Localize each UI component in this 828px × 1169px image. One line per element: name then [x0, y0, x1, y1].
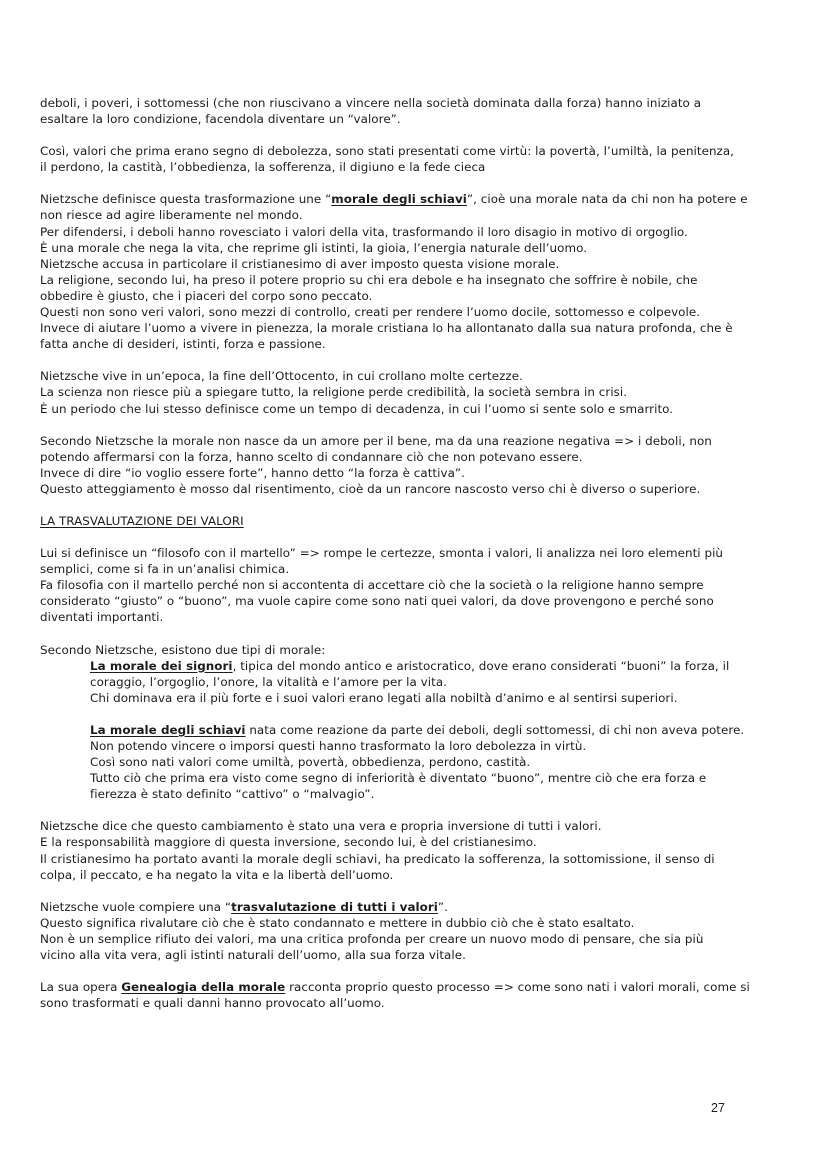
text-line: È una morale che nega la vita, che reprime gli istinti, la gioia, l’energia naturale dell’uomo.	[40, 240, 588, 255]
text-line: Secondo Nietzsche la morale non nasce da un amore per il bene, ma da una reazione negativa => i deboli, non	[40, 433, 712, 448]
text-line: vicino alla vita vera, agli istinti naturali dell’uomo, alla sua forza vitale.	[40, 948, 466, 963]
text-line: La sua opera Genealogia della morale racconta proprio questo processo => come sono nati i valori morali, come si	[40, 980, 750, 995]
text-line: Nietzsche definisce questa trasformazione une “morale degli schiavi”, cioè una morale nata da chi non ha potere e	[40, 192, 748, 207]
paragraph-p9	[40, 899, 790, 963]
paragraph-p10	[40, 979, 790, 1011]
paragraph-p5	[40, 433, 790, 497]
text-line: Invece di dire “io voglio essere forte”, hanno detto “la forza è cattiva”.	[40, 465, 465, 480]
text-line: Questo atteggiamento è mosso dal risentimento, cioè da un rancore nascosto verso chi è diverso o superiore.	[40, 481, 701, 496]
text-line: Nietzsche vuole compiere una “trasvalutazione di tutti i valori”.	[40, 899, 448, 914]
text-line: È un periodo che lui stesso definisce come un tempo di decadenza, in cui l’uomo si sente solo e smarrito.	[40, 401, 674, 416]
paragraph-morale-signori	[40, 658, 790, 706]
text-line: fatta anche di desideri, istinti, forza e passione.	[40, 337, 326, 352]
page-number: 27	[711, 1101, 725, 1115]
term-morale-degli-schiavi: La morale degli schiavi	[90, 722, 246, 737]
text-line: esaltare la loro condizione, facendola diventare un “valore”.	[40, 112, 401, 127]
text-line: colpa, il peccato, e ha negato la vita e la libertà dell’uomo.	[40, 867, 394, 882]
paragraph-p3	[40, 191, 790, 352]
text-line: diventati importanti.	[40, 610, 164, 625]
text-line: il perdono, la castità, l’obbedienza, la sofferenza, il digiuno e la fede cieca	[40, 160, 486, 175]
text-line: Lui si definisce un “filosofo con il martello” => rompe le certezze, smonta i valori, li analizza nei loro elementi più	[40, 546, 724, 561]
text-line: Questi non sono veri valori, sono mezzi di controllo, creati per rendere l’uomo docile, sottomesso e colpevole.	[40, 305, 701, 320]
text-line: Tutto ciò che prima era visto come segno di inferiorità è diventato “buono”, mentre ciò che era forza e	[90, 771, 707, 786]
section-heading: LA TRASVALUTAZIONE DEI VALORI	[40, 513, 244, 528]
text-line: potendo affermarsi con la forza, hanno scelto di condannare ciò che non potevano essere.	[40, 449, 583, 464]
term-trasvalutazione: trasvalutazione di tutti i valori	[231, 899, 438, 914]
paragraph-p8	[40, 818, 790, 882]
text-line: Per difendersi, i deboli hanno rovesciato i valori della vita, trasformando il loro disagio in motivo di orgoglio.	[40, 224, 688, 239]
text-line: Questo significa rivalutare ciò che è stato condannato e mettere in dubbio ciò che è stato esaltato.	[40, 915, 635, 930]
text-line: obbedire è giusto, che i piaceri del corpo sono peccato.	[40, 288, 373, 303]
text-line: Non potendo vincere o imporsi questi hanno trasformato la loro debolezza in virtù.	[90, 739, 587, 753]
paragraph-p2	[40, 143, 790, 175]
text-line: semplici, come si fa in un’analisi chimica.	[40, 562, 290, 577]
text-line: La morale degli schiavi nata come reazione da parte dei deboli, degli sottomessi, di chi non aveva potere.	[90, 722, 745, 737]
text-line: Non è un semplice rifiuto dei valori, ma una critica profonda per creare un nuovo modo di pensare, che sia più	[40, 931, 704, 946]
text-line: coraggio, l’orgoglio, l’onore, la vitalità e l’amore per la vita.	[90, 674, 448, 689]
text-line: Secondo Nietzsche, esistono due tipi di morale:	[40, 642, 326, 657]
text-line: Nietzsche accusa in particolare il cristianesimo di aver imposto questa visione morale.	[40, 256, 560, 271]
text-line: Così, valori che prima erano segno di debolezza, sono stati presentati come virtù: la povertà, l’umiltà, la penitenza,	[40, 144, 734, 159]
text-line: Fa filosofia con il martello perché non si accontenta di accettare ciò che la società o la religione hanno sempre	[40, 578, 704, 593]
text-line: non riesce ad agire liberamente nel mondo.	[40, 208, 303, 223]
paragraph-p6	[40, 545, 790, 625]
document-page	[40, 95, 790, 1011]
paragraph-p4	[40, 368, 790, 416]
text-line: La scienza non riesce più a spiegare tutto, la religione perde credibilità, la società sembra in crisi.	[40, 385, 628, 400]
text-line: sono trasformati e quali danni hanno provocato all’uomo.	[40, 996, 385, 1011]
text-line: Così sono nati valori come umiltà, povertà, obbedienza, perdono, castità.	[90, 755, 531, 770]
term-morale-dei-signori: La morale dei signori	[90, 658, 233, 673]
text-line: Il cristianesimo ha portato avanti la morale degli schiavi, ha predicato la sofferenza, la sottomissione, il senso di	[40, 851, 715, 866]
term-morale-degli-schiavi: morale degli schiavi	[331, 192, 467, 207]
text-line: Invece di aiutare l’uomo a vivere in pienezza, la morale cristiana lo ha allontanato dalla sua natura profonda, che è	[40, 321, 733, 336]
text-line: deboli, i poveri, i sottomessi (che non riuscivano a vincere nella società dominata dalla forza) hanno iniziato a	[40, 96, 702, 110]
paragraph-morale-schiavi	[40, 722, 790, 802]
text-line: La morale dei signori, tipica del mondo antico e aristocratico, dove erano considerati “buoni” la forza, il	[90, 658, 730, 673]
text-line: La religione, secondo lui, ha preso il potere proprio su chi era debole e ha insegnato che soffrire è nobile, che	[40, 272, 698, 287]
text-line: Nietzsche vive in un’epoca, la fine dell’Ottocento, in cui crollano molte certezze.	[40, 369, 523, 384]
text-line: E la responsabilità maggiore di questa inversione, secondo lui, è del cristianesimo.	[40, 835, 537, 850]
text-line: Chi dominava era il più forte e i suoi valori erano legati alla nobiltà d’animo e al sentirsi superiori.	[90, 690, 678, 705]
text-line: fierezza è stato definito “cattivo” o “malvagio”.	[90, 787, 375, 802]
text-line: considerato “giusto” o “buono”, ma vuole capire come sono nati quei valori, da dove provengono e perché sono	[40, 594, 714, 609]
term-genealogia-della-morale: Genealogia della morale	[121, 980, 286, 995]
paragraph-p1	[40, 95, 790, 127]
text-line: Nietzsche dice che questo cambiamento è stato una vera e propria inversione di tutti i valori.	[40, 819, 602, 834]
